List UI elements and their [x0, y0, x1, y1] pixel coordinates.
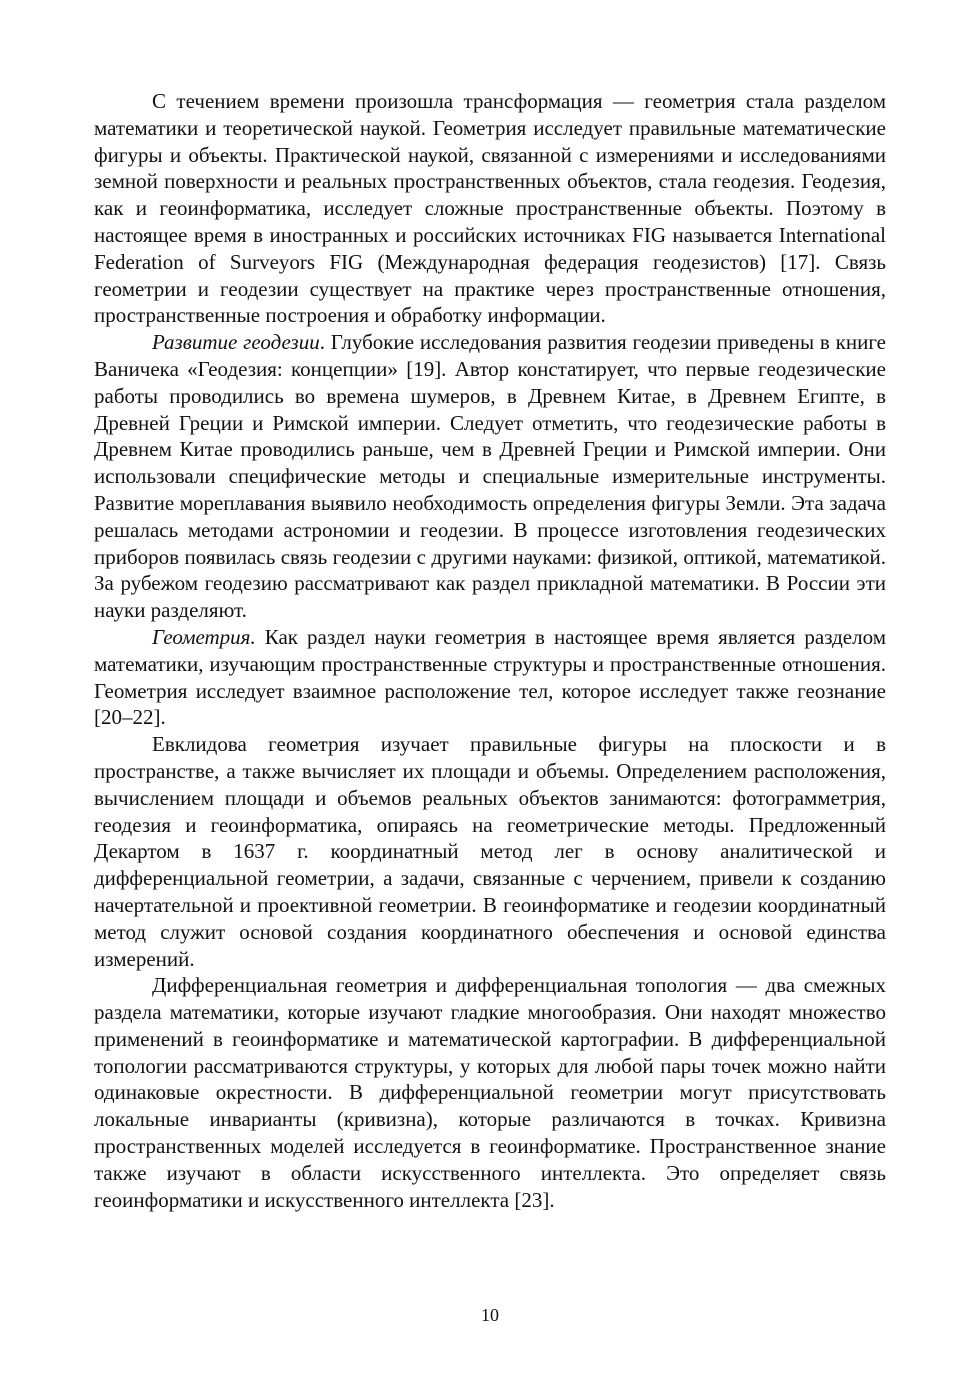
paragraph-3-text: Как раздел науки геометрия в настоящее время является разделом математики, изучающим пространственные структуры и пространственные отношения. Геометрия исследует взаимное расположение тел, которое исследует также геознание [20–22]. [94, 624, 886, 730]
paragraph-1-text: С течением времени произошла трансформация — геометрия стала разделом математики и теоретической наукой. Геометрия исследует правильные математические фигуры и объекты. Практической наукой, связанной с измерениями и исследованиями земной поверхности и реальных пространственных объектов, стала геодезия. Геодезия, как и геоинформатика, исследует сложные пространственные объекты. Поэтому в настоящее время в иностранных и российских источниках FIG называется International Federation of Surveyors FIG (Международная федерация геодезистов) [17]. Связь геометрии и геодезии существует на практике через пространственные отношения, пространственные построения и обработку информации. [94, 89, 886, 328]
document-body [94, 88, 886, 1213]
paragraph-5 [94, 972, 886, 1213]
paragraph-5-text: Дифференциальная геометрия и дифференциальная топология — два смежных раздела математики, которые изучают гладкие многообразия. Они находят множество применений в геоинформатике и математической картографии. В дифференциальной топологии рассматриваются структуры, у которых для любой пары точек можно найти одинаковые окрестности. В дифференциальной геометрии могут присутствовать локальные инварианты (кривизна), которые различаются в точках. Кривизна пространственных моделей исследуется в геоинформатике. Пространственное знание также изучают в области искусственного интеллекта. Это определяет связь геоинформатики и искусственного интеллекта [23]. [94, 973, 886, 1212]
paragraph-3 [94, 624, 886, 731]
paragraph-4 [94, 731, 886, 972]
paragraph-3-lead: Геометрия. [152, 624, 256, 649]
paragraph-1 [94, 88, 886, 329]
paragraph-2-text: . Глубокие исследования развития геодезии приведены в книге Ваничека «Геодезия: концепции» [19]. Автор констатирует, что первые геодезические работы проводились во времена шумеров, в Древнем Китае, в Древнем Египте, в Древней Греции и Римской империи. Следует отметить, что геодезические работы в Древнем Китае проводились раньше, чем в Древней Греции и Римской империи. Они использовали специфические методы и специальные измерительные инструменты. Развитие мореплавания выявило необходимость определения фигуры Земли. Эта задача решалась методами астрономии и геодезии. В процессе изготовления геодезических приборов появилась связь геодезии с другими науками: физикой, оптикой, математикой. За рубежом геодезию рассматривают как раздел прикладной математики. В России эти науки разделяют. [94, 330, 886, 623]
page-number: 10 [481, 1305, 499, 1325]
paragraph-2 [94, 329, 886, 624]
paragraph-4-text: Евклидова геометрия изучает правильные фигуры на плоскости и в пространстве, а также вычисляет их площади и объемы. Определением расположения, вычислением площади и объемов реальных объектов занимаются: фотограмметрия, геодезия и геоинформатика, опираясь на геометрические методы. Предложенный Декартом в 1637 г. координатный метод лег в основу аналитической и дифференциальной геометрии, а задачи, связанные с черчением, привели к созданию начертательной и проективной геометрии. В геоинформатике и геодезии координатный метод служит основой создания координатного обеспечения и основой единства измерений. [94, 732, 886, 971]
paragraph-2-lead: Развитие геодезии [152, 330, 320, 355]
